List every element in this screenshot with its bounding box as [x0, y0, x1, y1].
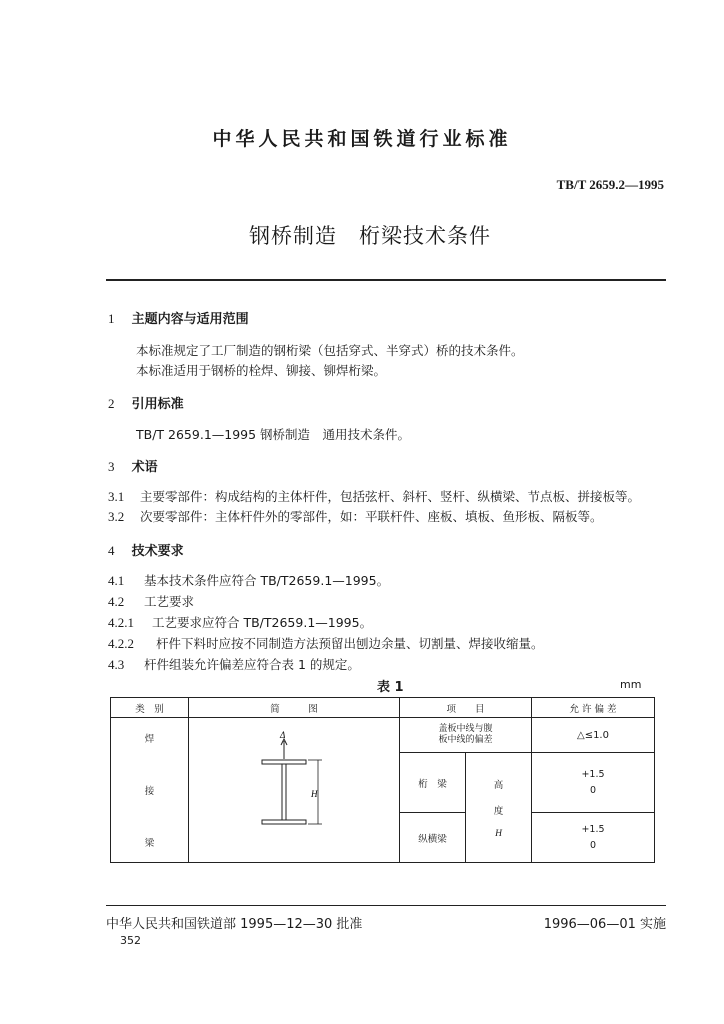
table-unit: mm — [620, 678, 642, 691]
clause-number: 4.3 — [108, 657, 125, 672]
section-3-heading — [108, 456, 158, 475]
height-char: 高 — [493, 779, 504, 791]
height-char: 度 — [493, 805, 504, 817]
clause — [108, 486, 640, 505]
clause-number: 4.2 — [108, 594, 125, 609]
clause-text: 基本技术条件应符合 TB/T2659.1—1995。 — [144, 573, 390, 588]
delta-label: Δ — [280, 729, 286, 740]
header-item: 项 目 — [400, 698, 532, 718]
clause-text: 杆件组装允许偏差应符合表 1 的规定。 — [144, 657, 360, 672]
standard-number: TB/T 2659.2—1995 — [556, 177, 664, 192]
section-number: 1 — [108, 311, 115, 326]
height-label: H — [311, 788, 318, 799]
tolerance-cell: +1.5 0 — [532, 753, 655, 813]
tolerance-cell: △≤1.0 — [532, 718, 655, 753]
section-1-heading — [108, 308, 249, 327]
paragraph: 本标准适用于钢桥的栓焊、铆接、铆焊桁梁。 — [136, 363, 387, 378]
header-category: 类 别 — [111, 698, 189, 718]
top-flange — [262, 760, 306, 764]
height-char: H — [495, 828, 502, 839]
clause — [108, 612, 372, 631]
clause-number: 4.1 — [108, 573, 125, 588]
header-sketch: 简 图 — [189, 698, 400, 718]
clause-number: 4.2.1 — [108, 615, 134, 630]
member-cell: 纵横梁 — [400, 813, 466, 863]
tolerance-cell: +1.5 0 — [532, 813, 655, 863]
section-4-heading — [108, 540, 184, 559]
clause — [108, 591, 194, 610]
category-char: 梁 — [144, 838, 155, 849]
clause-number: 3.2 — [108, 509, 125, 524]
paragraph: 本标准规定了工厂制造的钢桁梁（包括穿式、半穿式）桥的技术条件。 — [136, 343, 524, 358]
clause-number: 4.2.2 — [108, 636, 134, 651]
page-number: 352 — [120, 934, 141, 947]
section-title: 引用标准 — [131, 397, 184, 412]
item-cell: 盖板中线与腹 板中线的偏差 — [400, 718, 532, 753]
clause — [108, 506, 603, 525]
section-2-heading — [108, 393, 184, 412]
paragraph: TB/T 2659.1—1995 钢桥制造 通用技术条件。 — [136, 427, 411, 442]
section-title: 技术要求 — [131, 544, 184, 559]
clause — [108, 633, 544, 652]
clause-text: 工艺要求 — [144, 594, 195, 609]
category-cell — [111, 718, 189, 863]
category-char: 接 — [144, 786, 155, 797]
table-row — [111, 718, 655, 753]
section-title: 术语 — [131, 460, 158, 475]
member-cell: 桁 梁 — [400, 753, 466, 813]
table-caption: 表 1 — [377, 680, 404, 695]
footer-rule — [106, 905, 666, 906]
header-tolerance: 允 许 偏 差 — [532, 698, 655, 718]
category-char: 焊 — [144, 734, 155, 745]
issuing-organization: 中华人民共和国铁道行业标准 — [212, 128, 512, 150]
table-header-row — [111, 698, 655, 718]
clause — [108, 570, 389, 589]
implementation-date: 1996—06—01 实施 — [543, 917, 666, 932]
section-number: 3 — [108, 459, 115, 474]
clause — [108, 654, 360, 673]
clause-text: 次要零部件：主体杆件外的零部件，如：平联杆件、座板、填板、鱼形板、隔板等。 — [140, 509, 603, 524]
i-beam-sketch — [194, 729, 394, 849]
clause-number: 3.1 — [108, 489, 125, 504]
approval-line: 中华人民共和国铁道部 1995—12—30 批准 — [106, 917, 363, 932]
clause-text: 杆件下料时应按不同制造方法预留出刨边余量、切割量、焊接收缩量。 — [156, 636, 544, 651]
clause-text: 主要零部件：构成结构的主体杆件，包括弦杆、斜杆、竖杆、纵横梁、节点板、拼接板等。 — [140, 489, 641, 504]
section-title: 主题内容与适用范围 — [131, 312, 249, 327]
tolerance-table — [110, 697, 655, 863]
document-title: 钢桥制造 桁梁技术条件 — [249, 224, 491, 248]
sketch-cell — [189, 718, 400, 863]
bottom-flange — [262, 820, 306, 824]
section-number: 4 — [108, 543, 115, 558]
header-rule — [106, 279, 666, 281]
height-cell — [466, 753, 532, 863]
clause-text: 工艺要求应符合 TB/T2659.1—1995。 — [152, 615, 373, 630]
section-number: 2 — [108, 396, 115, 411]
